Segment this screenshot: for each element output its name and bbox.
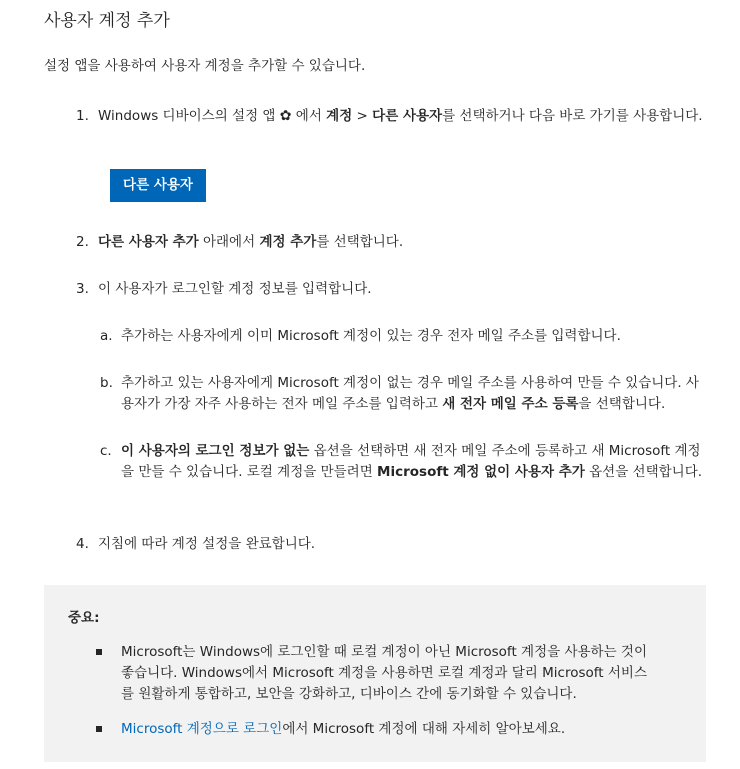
important-note [44, 585, 706, 762]
intro-text: 설정 앱을 사용하여 사용자 계정을 추가할 수 있습니다. [44, 58, 366, 74]
sub-step-a-text: 추가하는 사용자에게 이미 Microsoft 계정이 있는 경우 전자 메일 주소를 입력합니다. [121, 328, 621, 344]
bullet-icon [96, 726, 102, 732]
sub-step-letter: b. [100, 375, 113, 391]
step-number: 1. [76, 108, 89, 124]
note-heading: 중요: [68, 610, 100, 626]
step-number: 3. [76, 281, 89, 297]
microsoft-account-signin-link[interactable]: Microsoft 계정으로 로그인 [121, 721, 283, 737]
sub-step-letter: c. [100, 443, 112, 459]
step-number: 2. [76, 234, 89, 250]
step-2-text: 다른 사용자 추가 아래에서 계정 추가를 선택합니다. [98, 234, 404, 250]
other-users-button[interactable]: 다른 사용자 [110, 169, 206, 202]
step-1-text: Windows 디바이스의 설정 앱 ✿ 에서 계정 > 다른 사용자를 선택하거나 다음 바로 가기를 사용합니다. [98, 106, 703, 127]
gear-icon: ✿ [279, 108, 292, 124]
step-3-text: 이 사용자가 로그인할 계정 정보를 입력합니다. [98, 281, 372, 297]
step-number: 4. [76, 536, 89, 552]
sub-step-b-text: 추가하고 있는 사용자에게 Microsoft 계정이 없는 경우 메일 주소를 사용하여 만들 수 있습니다. 사용자가 가장 자주 사용하는 전자 메일 주소를 입력하고 새 전자 메일 주소 등록을 선택합니다. [121, 375, 699, 412]
note-item-1-text: Microsoft는 Windows에 로그인할 때 로컬 계정이 아닌 Microsoft 계정을 사용하는 것이 좋습니다. Windows에서 Microsoft 계정을 사용하면 로컬 계정과 달리 Microsoft 서비스를 원활하게 통합하고, 보안을 강화하고, 디바이스 간에 동기화할 수 있습니다. [121, 644, 647, 702]
sub-step-letter: a. [100, 328, 113, 344]
note-item-2-text: Microsoft 계정으로 로그인에서 Microsoft 계정에 대해 자세히 알아보세요. [121, 721, 566, 737]
bullet-icon [96, 649, 102, 655]
step-4-text: 지침에 따라 계정 설정을 완료합니다. [98, 536, 316, 552]
page-title: 사용자 계정 추가 [44, 11, 170, 31]
sub-step-c-text: 이 사용자의 로그인 정보가 없는 옵션을 선택하면 새 전자 메일 주소에 등록하고 새 Microsoft 계정을 만들 수 있습니다. 로컬 계정을 만들려면 Microsoft 계정 없이 사용자 추가 옵션을 선택합니다. [121, 443, 703, 480]
